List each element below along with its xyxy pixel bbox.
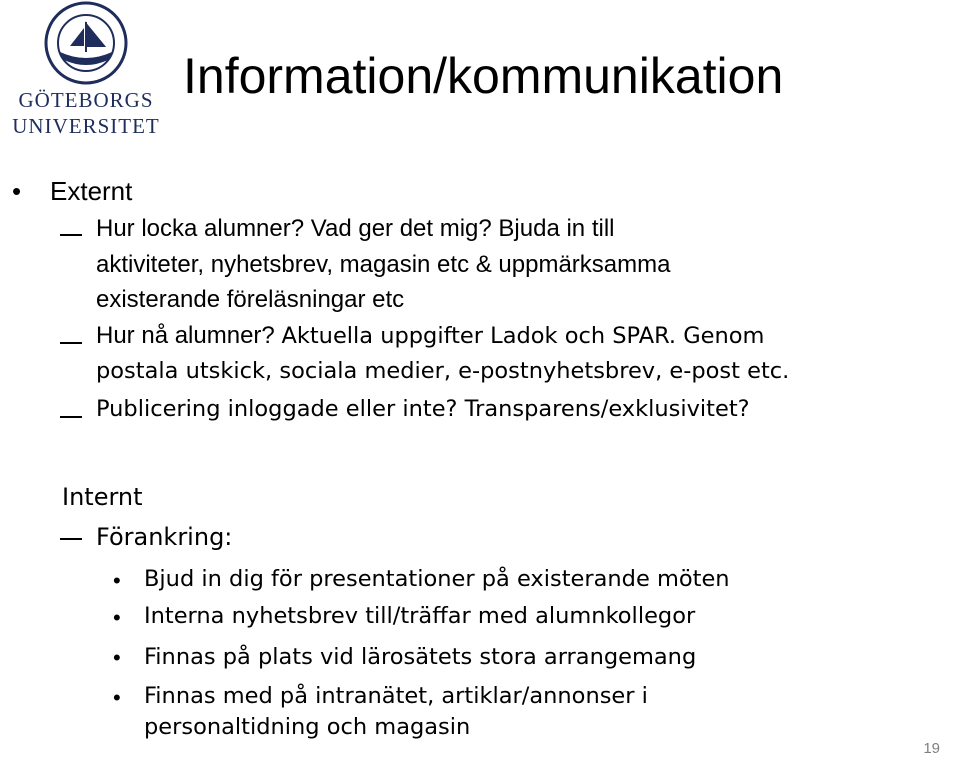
page-number: 19 [923,740,940,757]
internal-item-3: Finnas på plats vid lärosätets stora arrangemang [144,644,697,670]
bullet-icon: • [113,568,121,593]
external-item-2-prefix: Hur nå alumner? [96,322,282,349]
bullet-icon: • [12,176,22,206]
dash-icon [60,342,82,344]
internal-item-4-line-1: Finnas med på intranätet, artiklar/annonser i [144,683,648,709]
external-item-2-rest: Aktuella uppgifter Ladok och SPAR. Genom [281,323,765,349]
bullet-icon: • [113,605,121,630]
external-item-1-line-1: Hur locka alumner? Vad ger det mig? Bjuda in till [96,215,615,242]
external-item-2-line-2: postala utskick, sociala medier, e-postnyhetsbrev, e-post etc. [96,358,790,384]
external-item-1-line-2: aktiviteter, nyhetsbrev, magasin etc & uppmärksamma [96,251,671,278]
dash-icon [60,538,82,540]
internal-subheading: Förankring: [96,523,233,551]
external-item-1-line-3: existerande föreläsningar etc [96,286,405,313]
external-item-2-line-1 [96,319,764,353]
internal-item-2: Interna nyhetsbrev till/träffar med alumnkollegor [144,603,696,629]
slide-title: Information/kommunikation [183,48,784,104]
section-heading-internal: Internt [62,483,143,511]
bullet-icon: • [113,645,121,670]
bullet-icon: • [113,685,121,710]
logo-text-goteborgs: GÖTEBORGS [18,88,154,112]
external-item-3: Publicering inloggade eller inte? Transparens/exklusivitet? [96,396,750,422]
dash-icon [60,416,82,418]
seal-icon [0,0,172,90]
dash-icon [60,234,82,236]
logo-text-universitet: UNIVERSITET [12,114,160,138]
internal-item-4-line-2: personaltidning och magasin [144,714,471,740]
internal-item-1: Bjud in dig för presentationer på existerande möten [144,566,730,592]
section-heading-external: Externt [50,176,133,206]
university-logo [0,0,172,142]
